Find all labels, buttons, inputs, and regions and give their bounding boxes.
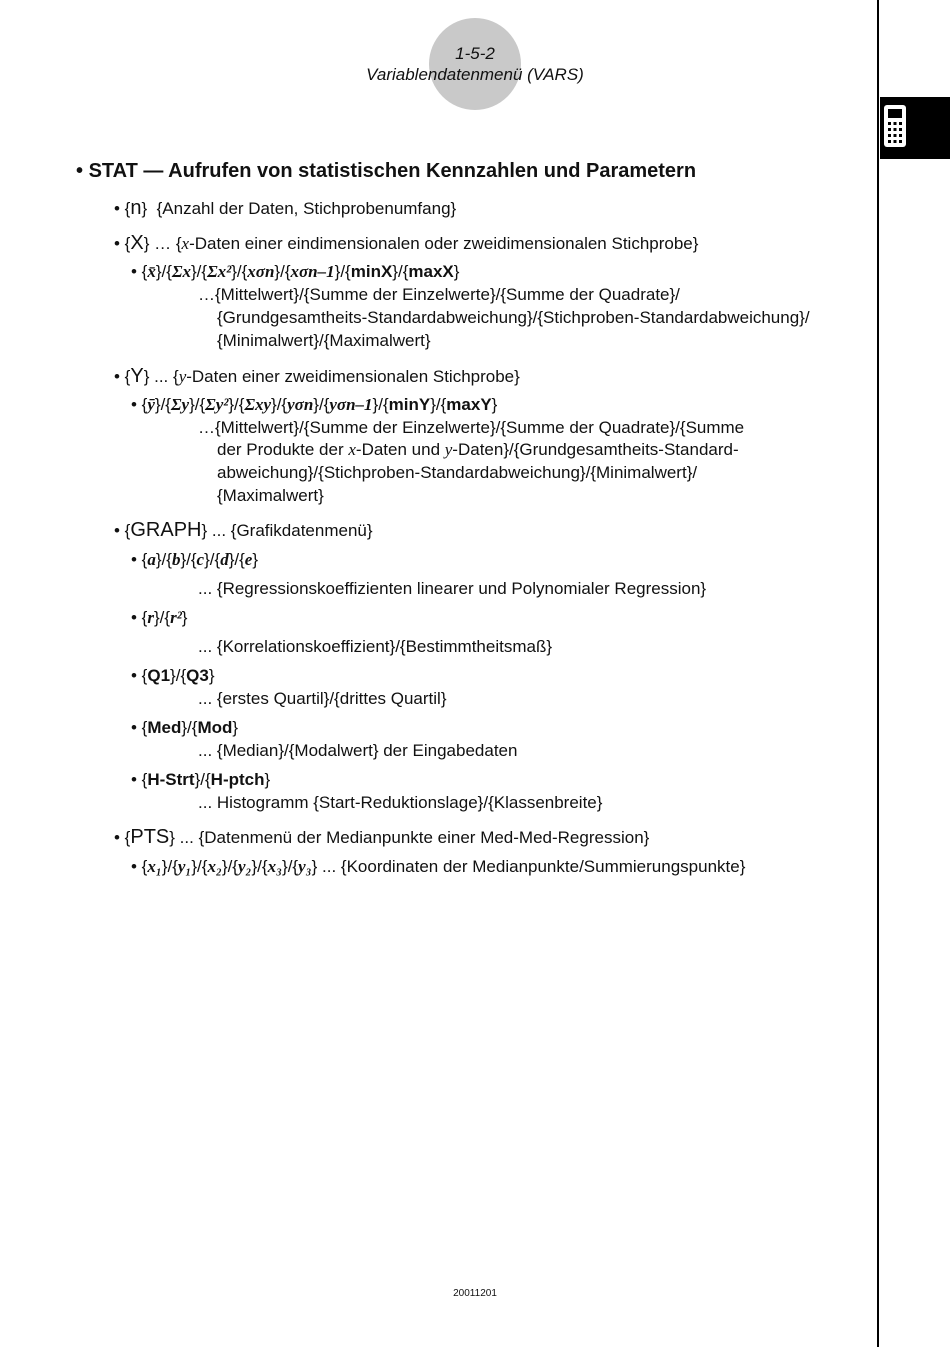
x-sub-line-2: {Grundgesamtheits-Standardabweichung}/{Stichproben-Standardabweichung}/ — [217, 308, 810, 327]
key-n: n — [130, 197, 142, 219]
key-sum-x: Σx — [171, 262, 191, 281]
footer-code: 20011201 — [453, 1288, 497, 1299]
med-desc: ... {Median}/{Modalwert} der Eingabedaten — [198, 741, 518, 760]
key-sum-x2: Σx² — [207, 262, 232, 281]
item-pts: • {PTS} ... {Datenmenü der Medianpunkte einer Med-Med-Regression} — [114, 826, 650, 848]
page-title: Variablendatenmenü (VARS) — [366, 65, 584, 84]
key-e: e — [244, 550, 253, 569]
key-x-sigma-n: xσn — [247, 262, 275, 281]
key-q1: Q1 — [147, 666, 171, 685]
y-sub-line-2c: -Daten}/{Grundgesamtheits-Standard- — [452, 440, 739, 459]
y-sub-line-4: {Maximalwert} — [217, 486, 324, 505]
key-a: a — [147, 550, 156, 569]
key-y3: y₃ — [298, 857, 312, 876]
y-sub-keys: • {ȳ}/{Σy}/{Σy²}/{Σxy}/{yσn}/{yσn–1}/{minY}/{maxY} — [131, 395, 498, 414]
key-med: Med — [147, 718, 182, 737]
y-sub-line-2-var-y: y — [444, 440, 453, 459]
key-y: Y — [130, 365, 144, 387]
r-keys: • {r}/{r²} — [131, 608, 188, 627]
key-q3: Q3 — [186, 666, 209, 685]
item-n: • {n} {Anzahl der Daten, Stichprobenumfang} — [114, 197, 457, 219]
key-graph: GRAPH — [130, 519, 202, 541]
key-r: r — [147, 608, 154, 627]
item-x: • {X} … {x-Daten einer eindimensionalen oder zweidimensionalen Stichprobe} — [114, 232, 699, 254]
key-minx: minX — [350, 262, 393, 281]
key-mod: Mod — [197, 718, 233, 737]
key-r2: r² — [170, 608, 182, 627]
hstrt-keys: • {H-Strt}/{H-ptch} — [131, 770, 271, 789]
item-y-desc: -Daten einer zweidimensionalen Stichprobe} — [186, 367, 520, 386]
key-xbar: x̄ — [147, 262, 156, 281]
r-desc: ... {Korrelationskoeffizient}/{Bestimmtheitsmaß} — [198, 637, 553, 656]
y-sub-line-2a: der Produkte der — [217, 440, 349, 459]
x-sub-keys: • {x̄}/{Σx}/{Σx²}/{xσn}/{xσn–1}/{minX}/{maxX} — [131, 262, 460, 281]
y-sub-line-2 — [217, 440, 739, 460]
key-d: d — [220, 550, 229, 569]
key-y-sigma-n: yσn — [287, 395, 314, 414]
key-maxy: maxY — [446, 395, 492, 414]
key-ybar: ȳ — [147, 395, 155, 414]
calculator-icon — [880, 97, 950, 159]
page-edge-rule — [877, 0, 879, 1347]
x-sub-line-1: …{Mittelwert}/{Summe der Einzelwerte}/{Summe der Quadrate}/ — [198, 285, 680, 304]
q-keys: • {Q1}/{Q3} — [131, 666, 215, 685]
var-y: y — [178, 367, 187, 386]
x-sub-line-3: {Minimalwert}/{Maximalwert} — [217, 331, 431, 350]
item-graph: • {GRAPH} ... {Grafikdatenmenü} — [114, 519, 373, 541]
abcde-keys: • {a}/{b}/{c}/{d}/{e} — [131, 550, 259, 569]
item-pts-desc: ... {Datenmenü der Medianpunkte einer Med-Med-Regression} — [179, 828, 650, 847]
page-number: 1-5-2 — [455, 44, 495, 63]
key-sum-xy: Σxy — [244, 395, 272, 414]
key-x2: x₂ — [207, 857, 222, 876]
key-x1: x₁ — [147, 857, 162, 876]
pts-sub: • {x₁}/{y₁}/{x₂}/{y₂}/{x₃}/{y₃} ... {Koordinaten der Medianpunkte/Summierungspunkte} — [131, 857, 746, 876]
item-graph-desc: ... {Grafikdatenmenü} — [211, 521, 373, 540]
key-c: c — [196, 550, 205, 569]
key-miny: minY — [388, 395, 431, 414]
chapter-tab — [880, 97, 950, 159]
key-y1: y₁ — [177, 857, 192, 876]
y-sub-line-1: …{Mittelwert}/{Summe der Einzelwerte}/{Summe der Quadrate}/{Summe — [198, 418, 745, 437]
key-h-strt: H-Strt — [147, 770, 195, 789]
item-y: • {Y} ... {y-Daten einer zweidimensionalen Stichprobe} — [114, 365, 520, 387]
q-desc: ... {erstes Quartil}/{drittes Quartil} — [198, 689, 447, 708]
item-x-desc: -Daten einer eindimensionalen oder zweidimensionalen Stichprobe} — [189, 234, 699, 253]
key-sum-y2: Σy² — [205, 395, 229, 414]
page-number-circle — [429, 18, 521, 110]
key-x3: x₃ — [267, 857, 283, 876]
section-heading: • STAT — Aufrufen von statistischen Kennzahlen und Parametern — [76, 160, 697, 182]
key-pts: PTS — [130, 826, 170, 848]
item-n-desc: {Anzahl der Daten, Stichprobenumfang} — [156, 199, 457, 218]
key-x-sigma-n1: xσn–1 — [290, 262, 335, 281]
y-sub-line-3: abweichung}/{Stichproben-Standardabweichung}/{Minimalwert}/ — [217, 463, 698, 482]
y-sub-line-2b: -Daten und — [355, 440, 445, 459]
key-maxx: maxX — [408, 262, 454, 281]
med-keys: • {Med}/{Mod} — [131, 718, 239, 737]
key-b: b — [171, 550, 181, 569]
key-y2: y₂ — [238, 857, 252, 876]
key-sum-y: Σy — [171, 395, 190, 414]
section-heading-text: STAT — Aufrufen von statistischen Kennzahlen und Parametern — [88, 160, 697, 182]
key-x: X — [130, 232, 144, 254]
key-h-ptch: H-ptch — [210, 770, 265, 789]
abcde-desc: ... {Regressionskoeffizienten linearer und Polynomialer Regression} — [198, 579, 707, 598]
y-sub-line-2-var-x: x — [348, 440, 356, 459]
key-y-sigma-n1: yσn–1 — [329, 395, 373, 414]
var-x: x — [181, 234, 190, 253]
hstrt-desc: ... Histogramm {Start-Reduktionslage}/{Klassenbreite} — [198, 793, 603, 812]
pts-sub-desc: ... {Koordinaten der Medianpunkte/Summierungspunkte} — [322, 857, 746, 876]
